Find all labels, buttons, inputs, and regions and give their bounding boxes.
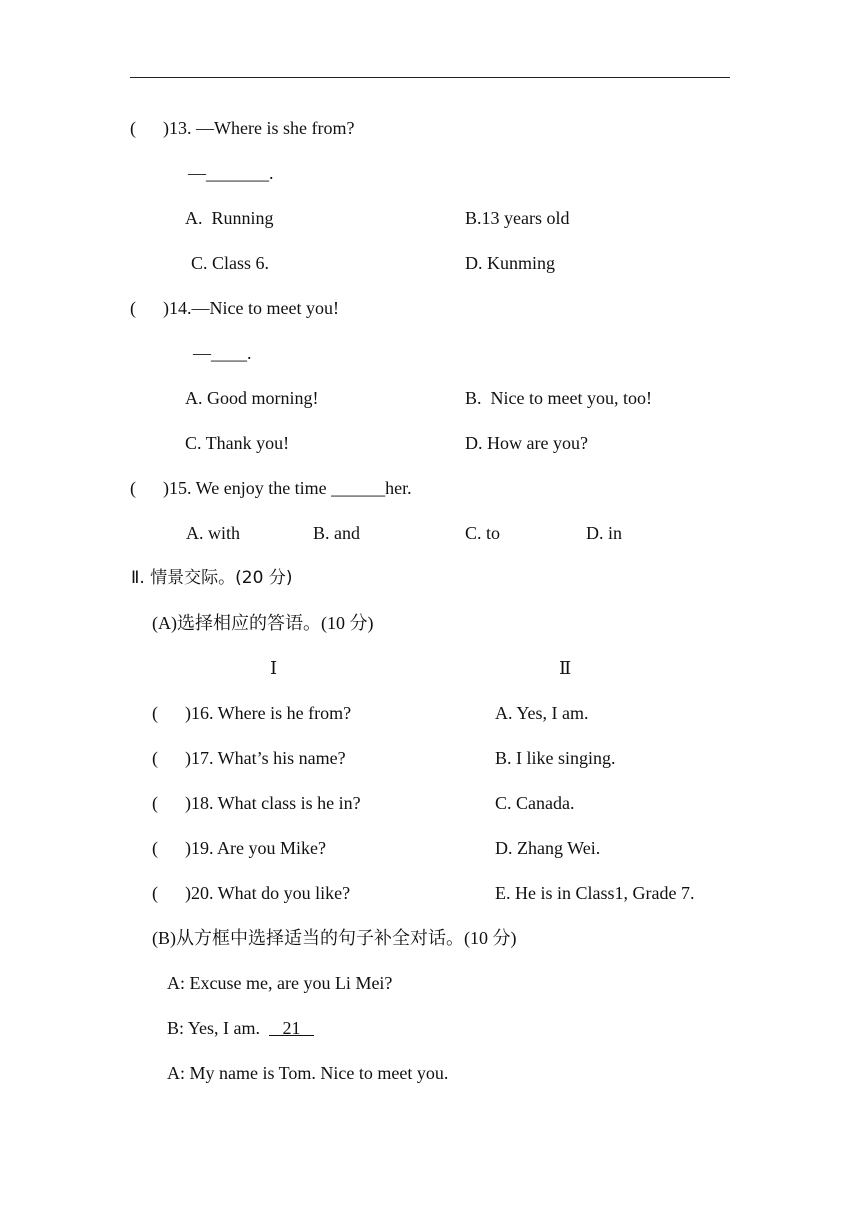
part-a-column-2-header: Ⅱ (559, 658, 572, 678)
part-b-title: (B)从方框中选择适当的句子补全对话。(10 分) (152, 928, 517, 948)
question-14-option-d: D. How are you? (465, 433, 588, 453)
question-13-option-a: A. Running (185, 208, 274, 228)
header-rule (130, 77, 730, 78)
match-question-17: ( )17. What’s his name? (152, 748, 346, 768)
question-14-blank: —____. (193, 343, 252, 363)
question-13-stem: ( )13. —Where is she from? (130, 118, 355, 138)
question-15-stem: ( )15. We enjoy the time ______her. (130, 478, 412, 498)
question-14-option-b: B. Nice to meet you, too! (465, 388, 652, 408)
question-15-option-c: C. to (465, 523, 501, 543)
match-answer-b: B. I like singing. (495, 748, 616, 768)
question-13-option-b: B.13 years old (465, 208, 570, 228)
question-13-option-d: D. Kunming (465, 253, 555, 273)
match-question-18: ( )18. What class is he in? (152, 793, 361, 813)
dialogue-line-2-text: B: Yes, I am. (167, 1018, 270, 1038)
dialogue-line-1: A: Excuse me, are you Li Mei? (167, 973, 393, 993)
match-question-20: ( )20. What do you like? (152, 883, 351, 903)
question-14-option-a: A. Good morning! (185, 388, 319, 408)
match-question-16: ( )16. Where is he from? (152, 703, 352, 723)
question-15-option-a: A. with (186, 523, 240, 543)
blank-21: 21 (269, 1018, 315, 1038)
dialogue-line-2 (167, 1017, 314, 1039)
question-15-option-b: B. and (313, 523, 360, 543)
match-answer-e: E. He is in Class1, Grade 7. (495, 883, 695, 903)
dialogue-line-3: A: My name is Tom. Nice to meet you. (167, 1063, 449, 1083)
question-13-blank: —_______. (188, 163, 274, 183)
part-a-column-1-header: Ⅰ (270, 658, 278, 678)
match-question-19: ( )19. Are you Mike? (152, 838, 326, 858)
question-14-option-c: C. Thank you! (185, 433, 290, 453)
match-answer-d: D. Zhang Wei. (495, 838, 601, 858)
question-14-stem: ( )14.—Nice to meet you! (130, 298, 339, 318)
match-answer-a: A. Yes, I am. (495, 703, 589, 723)
match-answer-c: C. Canada. (495, 793, 575, 813)
part-a-title: (A)选择相应的答语。(10 分) (152, 613, 374, 633)
question-15-option-d: D. in (586, 523, 622, 543)
question-13-option-c: C. Class 6. (191, 253, 270, 273)
section-2-title: Ⅱ. 情景交际。(20 分) (131, 568, 293, 588)
